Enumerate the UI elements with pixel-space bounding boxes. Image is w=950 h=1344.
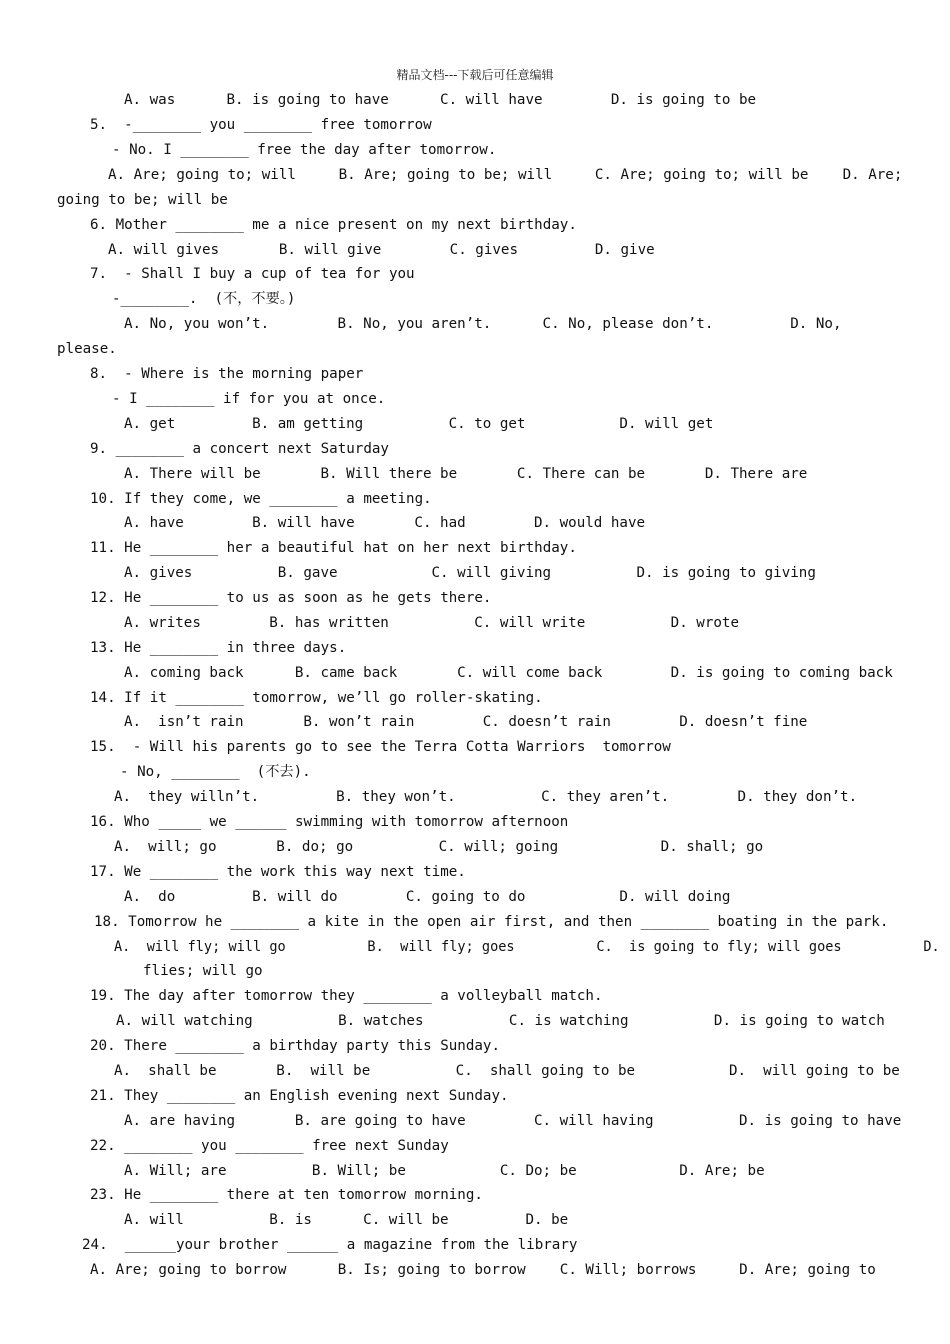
q7-stem-reply: -________. (不，不要。) [112, 291, 296, 307]
page-header: 精品文档---下载后可任意编辑 [396, 68, 554, 82]
q9-stem: 9. ________ a concert next Saturday [90, 441, 389, 457]
q13-options: A. coming back B. came back C. will come back D. is going to coming back [124, 665, 893, 681]
q22-options: A. Will; are B. Will; be C. Do; be D. Are; be [124, 1163, 765, 1179]
q24-options: A. Are; going to borrow B. Is; going to borrow C. Will; borrows D. Are; going to [90, 1262, 876, 1278]
q17-stem: 17. We ________ the work this way next time. [90, 864, 466, 880]
q5-options: A. Are; going to; will B. Are; going to be; will C. Are; going to; will be D. Are; [108, 167, 903, 183]
q18-stem: 18. Tomorrow he ________ a kite in the open air first, and then ________ boating in the park. [94, 914, 889, 930]
q12-stem: 12. He ________ to us as soon as he gets there. [90, 590, 492, 606]
q14-options: A. isn’t rain B. won’t rain C. doesn’t rain D. doesn’t fine [124, 714, 808, 730]
q6-options: A. will gives B. will give C. gives D. give [108, 242, 655, 258]
q21-options: A. are having B. are going to have C. will having D. is going to have [124, 1113, 902, 1129]
q18-options-cont: flies; will go [143, 963, 263, 979]
q20-options: A. shall be B. will be C. shall going to be D. will going to be [114, 1063, 900, 1079]
q15-stem-reply: - No, ________ (不去). [120, 764, 311, 780]
q13-stem: 13. He ________ in three days. [90, 640, 347, 656]
q11-stem: 11. He ________ her a beautiful hat on her next birthday. [90, 540, 577, 556]
q8-stem: 8. - Where is the morning paper [90, 366, 364, 382]
q22-stem: 22. ________ you ________ free next Sunday [90, 1138, 449, 1154]
q7-options: A. No, you won’t. B. No, you aren’t. C. No, please don’t. D. No, [124, 316, 842, 332]
q9-options: A. There will be B. Will there be C. There can be D. There are [124, 466, 808, 482]
q10-options: A. have B. will have C. had D. would have [124, 515, 646, 531]
q6-stem: 6. Mother ________ me a nice present on my next birthday. [90, 217, 577, 233]
q10-stem: 10. If they come, we ________ a meeting. [90, 491, 432, 507]
q5-stem: 5. -________ you ________ free tomorrow [90, 117, 432, 133]
q7-stem: 7. - Shall I buy a cup of tea for you [90, 266, 415, 282]
q4-options: A. was B. is going to have C. will have D. is going to be [124, 92, 757, 108]
q19-stem: 19. The day after tomorrow they ________ a volleyball match. [90, 988, 603, 1004]
q21-stem: 21. They ________ an English evening next Sunday. [90, 1088, 509, 1104]
q8-stem-reply: - I ________ if for you at once. [112, 391, 386, 407]
q16-stem: 16. Who _____ we ______ swimming with tomorrow afternoon [90, 814, 569, 830]
q16-options: A. will; go B. do; go C. will; going D. shall; go [114, 839, 764, 855]
q5-stem-reply: - No. I ________ free the day after tomorrow. [112, 142, 497, 158]
q11-options: A. gives B. gave C. will giving D. is going to giving [124, 565, 816, 581]
q15-stem: 15. - Will his parents go to see the Terra Cotta Warriors tomorrow [90, 739, 671, 755]
q8-options: A. get B. am getting C. to get D. will get [124, 416, 714, 432]
q14-stem: 14. If it ________ tomorrow, we’ll go roller-skating. [90, 690, 543, 706]
q24-stem: 24. ______your brother ______ a magazine from the library [82, 1237, 578, 1253]
q23-options: A. will B. is C. will be D. be [124, 1212, 569, 1228]
q15-options: A. they willn’t. B. they won’t. C. they aren’t. D. they don’t. [114, 789, 858, 805]
q20-stem: 20. There ________ a birthday party this Sunday. [90, 1038, 500, 1054]
q7-options-cont: please. [57, 341, 117, 357]
q19-options: A. will watching B. watches C. is watching D. is going to watch [116, 1013, 885, 1029]
q17-options: A. do B. will do C. going to do D. will doing [124, 889, 731, 905]
q12-options: A. writes B. has written C. will write D. wrote [124, 615, 739, 631]
q18-options: A. will fly; will go B. will fly; goes C. is going to fly; will goes D. [114, 939, 940, 955]
q23-stem: 23. He ________ there at ten tomorrow morning. [90, 1187, 483, 1203]
q5-options-cont: going to be; will be [57, 192, 228, 208]
